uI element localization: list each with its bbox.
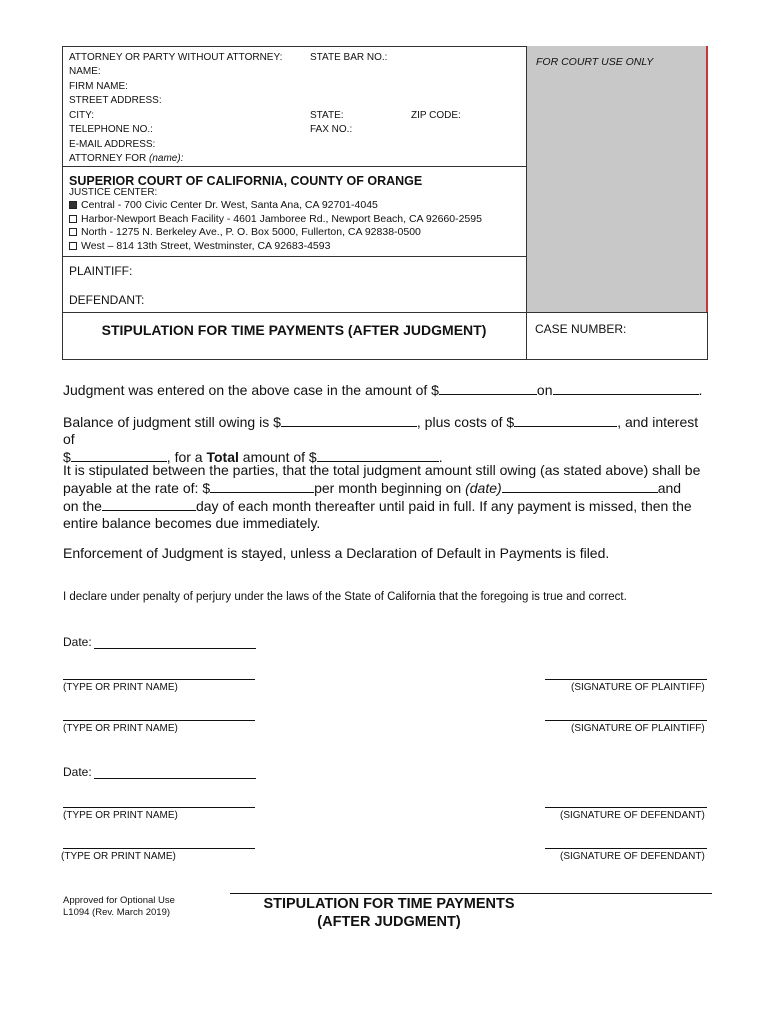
- date-field-1[interactable]: [94, 648, 256, 649]
- balance-field[interactable]: [281, 413, 417, 427]
- judgment-amount-field[interactable]: [439, 381, 537, 395]
- checkbox[interactable]: [69, 215, 77, 223]
- judgment-amount-line: Judgment was entered on the above case in the amount of $ on .: [63, 382, 703, 398]
- form-number: L1094 (Rev. March 2019): [63, 906, 171, 918]
- court-title: SUPERIOR COURT OF CALIFORNIA, COUNTY OF ORANGE: [69, 174, 423, 188]
- defendant-name-line-2[interactable]: [63, 848, 255, 849]
- footer-title: STIPULATION FOR TIME PAYMENTS (AFTER JUDGMENT): [263, 896, 515, 930]
- city-label: CITY:: [69, 110, 95, 121]
- justice-center-option[interactable]: West – 814 13th Street, Westminster, CA 92683-4593: [69, 240, 524, 254]
- zip-code-label: ZIP CODE:: [411, 110, 461, 121]
- enforcement-stayed-text: Enforcement of Judgment is stayed, unless a Declaration of Default in Payments is filed.: [63, 545, 610, 561]
- total-field[interactable]: [317, 448, 439, 462]
- payment-day-field[interactable]: [102, 497, 196, 511]
- start-date-field[interactable]: [502, 479, 658, 493]
- defendant-name-line-1[interactable]: [63, 807, 255, 808]
- firm-name-label: FIRM NAME:: [69, 81, 128, 92]
- plaintiff-name-line-1[interactable]: [63, 679, 255, 680]
- street-address-label: STREET ADDRESS:: [69, 95, 162, 106]
- checkbox[interactable]: [69, 228, 77, 236]
- justice-center-option[interactable]: Harbor-Newport Beach Facility - 4601 Jamboree Rd., Newport Beach, CA 92660-2595: [69, 213, 524, 227]
- judgment-date-field[interactable]: [553, 381, 699, 395]
- attorney-for-name-hint: (name):: [149, 153, 184, 164]
- divider: [526, 312, 527, 360]
- type-print-name-label: (TYPE OR PRINT NAME): [63, 810, 178, 821]
- divider: [62, 256, 526, 257]
- costs-field[interactable]: [514, 413, 617, 427]
- interest-field[interactable]: [71, 448, 167, 462]
- defendant-label: DEFENDANT:: [69, 293, 145, 307]
- plaintiff-label: PLAINTIFF:: [69, 264, 133, 278]
- name-label: NAME:: [69, 66, 101, 77]
- divider: [62, 312, 708, 313]
- state-bar-label: STATE BAR NO.:: [310, 52, 388, 63]
- date-label: Date:: [63, 765, 92, 779]
- monthly-rate-field[interactable]: [210, 479, 314, 493]
- case-number-label: CASE NUMBER:: [535, 322, 627, 336]
- footer-form-info: [63, 895, 175, 918]
- defendant-signature-line-2[interactable]: [545, 848, 707, 849]
- justice-center-label: JUSTICE CENTER:: [69, 187, 158, 198]
- signature-of-defendant-label: (SIGNATURE OF DEFENDANT): [560, 810, 705, 821]
- date-field-2[interactable]: [94, 778, 256, 779]
- defendant-signature-line-1[interactable]: [545, 807, 707, 808]
- type-print-name-label: (TYPE OR PRINT NAME): [63, 723, 178, 734]
- fax-label: FAX NO.:: [310, 124, 353, 135]
- footer-rule: [230, 893, 712, 894]
- signature-of-plaintiff-label: (SIGNATURE OF PLAINTIFF): [571, 723, 705, 734]
- justice-center-option[interactable]: North - 1275 N. Berkeley Ave., P. O. Box 5000, Fullerton, CA 92838-0500: [69, 226, 524, 240]
- plaintiff-signature-line-1[interactable]: [545, 679, 707, 680]
- perjury-declaration: I declare under penalty of perjury under the laws of the State of California that the foregoing is true and correct.: [63, 591, 627, 603]
- signature-of-defendant-label: (SIGNATURE OF DEFENDANT): [560, 851, 705, 862]
- plaintiff-signature-line-2[interactable]: [545, 720, 707, 721]
- attorney-label: ATTORNEY OR PARTY WITHOUT ATTORNEY:: [69, 52, 283, 63]
- date-label: Date:: [63, 635, 92, 649]
- stipulation-paragraph: It is stipulated between the parties, that the total judgment amount still owing (as stated above) shall be payable at the rate of: $ per month beginning on (date) and on the day of each month thereafter until paid in full. If any payment is missed, then the entire balance becomes due immediately.: [63, 462, 701, 531]
- balance-paragraph: Balance of judgment still owing is $ , plus costs of $ , and interest of $ , for a Total amount of $ .: [63, 414, 699, 465]
- court-use-only-area: [526, 46, 708, 312]
- type-print-name-label: (TYPE OR PRINT NAME): [61, 851, 176, 862]
- form-title: STIPULATION FOR TIME PAYMENTS (AFTER JUDGMENT): [101, 322, 487, 338]
- attorney-for-label: ATTORNEY FOR (name):: [69, 153, 184, 164]
- state-label: STATE:: [310, 110, 344, 121]
- type-print-name-label: (TYPE OR PRINT NAME): [63, 682, 178, 693]
- approved-for-optional-use: Approved for Optional Use: [63, 895, 175, 906]
- justice-center-option[interactable]: Central - 700 Civic Center Dr. West, Santa Ana, CA 92701-4045: [69, 199, 524, 213]
- justice-center-list: [69, 199, 524, 254]
- telephone-label: TELEPHONE NO.:: [69, 124, 153, 135]
- plaintiff-name-line-2[interactable]: [63, 720, 255, 721]
- signature-of-plaintiff-label: (SIGNATURE OF PLAINTIFF): [571, 682, 705, 693]
- checkbox[interactable]: [69, 242, 77, 250]
- court-use-only-label: FOR COURT USE ONLY: [536, 56, 654, 68]
- email-label: E-MAIL ADDRESS:: [69, 139, 156, 150]
- checkbox-checked[interactable]: [69, 201, 77, 209]
